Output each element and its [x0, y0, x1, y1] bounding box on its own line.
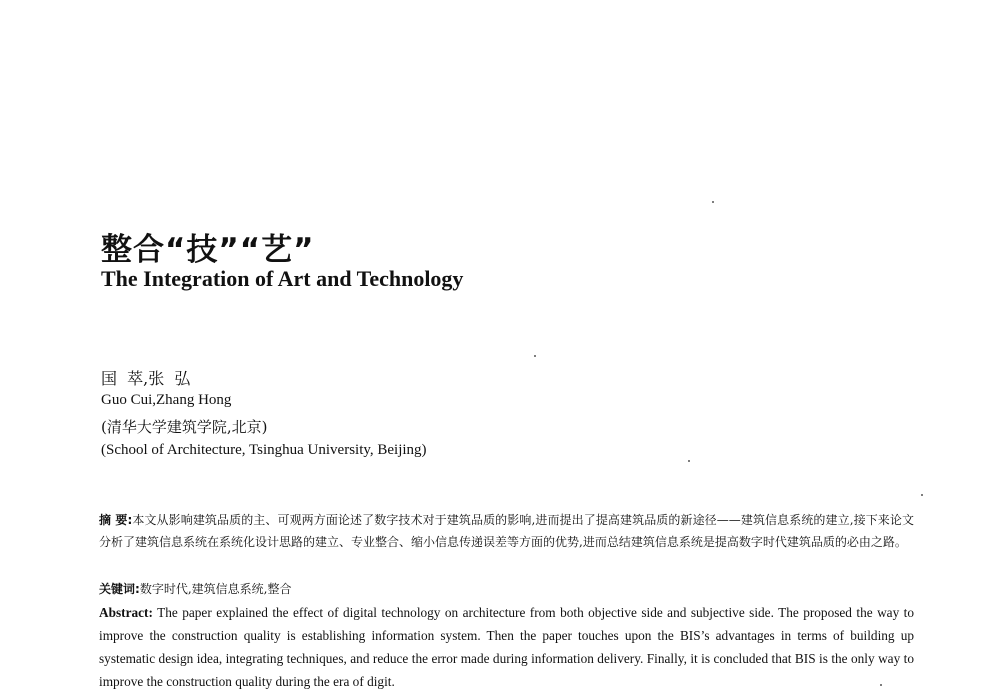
keywords-text: 数字时代,建筑信息系统,整合 — [139, 582, 292, 596]
affiliation-chinese: (清华大学建筑学院,北京) — [101, 418, 268, 436]
authors-chinese: 国 萃,张 弘 — [101, 369, 191, 388]
abstract-chinese-label: 摘 要: — [99, 513, 133, 527]
abstract-chinese-text: 本文从影响建筑品质的主、可观两方面论述了数字技术对于建筑品质的影响,进而提出了提高建筑品质的新途径——建筑信息系统的建立,接下来论文分析了建筑信息系统在系统化设计思路的建立、专业整合、缩小信息传递误差等方面的优势,进而总结建筑信息系统是提高数字时代建筑品质的必由之路。 — [99, 513, 914, 549]
scan-speck — [921, 494, 923, 496]
scan-speck — [688, 460, 690, 462]
scan-speck — [712, 201, 714, 203]
title-chinese: 整合“技”“艺” — [101, 232, 315, 268]
abstract-english-label: Abstract: — [99, 605, 153, 620]
abstract-english — [99, 601, 914, 693]
keywords-label: 关键词: — [99, 582, 140, 596]
authors-english: Guo Cui,Zhang Hong — [101, 392, 232, 408]
abstract-chinese — [99, 509, 914, 553]
abstract-english-text: The paper explained the effect of digital technology on architecture from both objective side and subjective side. The proposed the way to improve the construction quality is establishing information system. Then the paper touches upon the BIS’s advantages in terms of building up systematic design idea, integrating techniques, and reduce the error made during information delivery. Finally, it is concluded that BIS is the only way to improve the construction quality during the era of digit. — [99, 605, 914, 689]
scan-speck — [880, 684, 882, 686]
title-english: The Integration of Art and Technology — [101, 266, 464, 291]
affiliation-english: (School of Architecture, Tsinghua University, Beijing) — [101, 442, 427, 458]
keywords-chinese — [99, 578, 914, 600]
scan-speck — [534, 355, 536, 357]
